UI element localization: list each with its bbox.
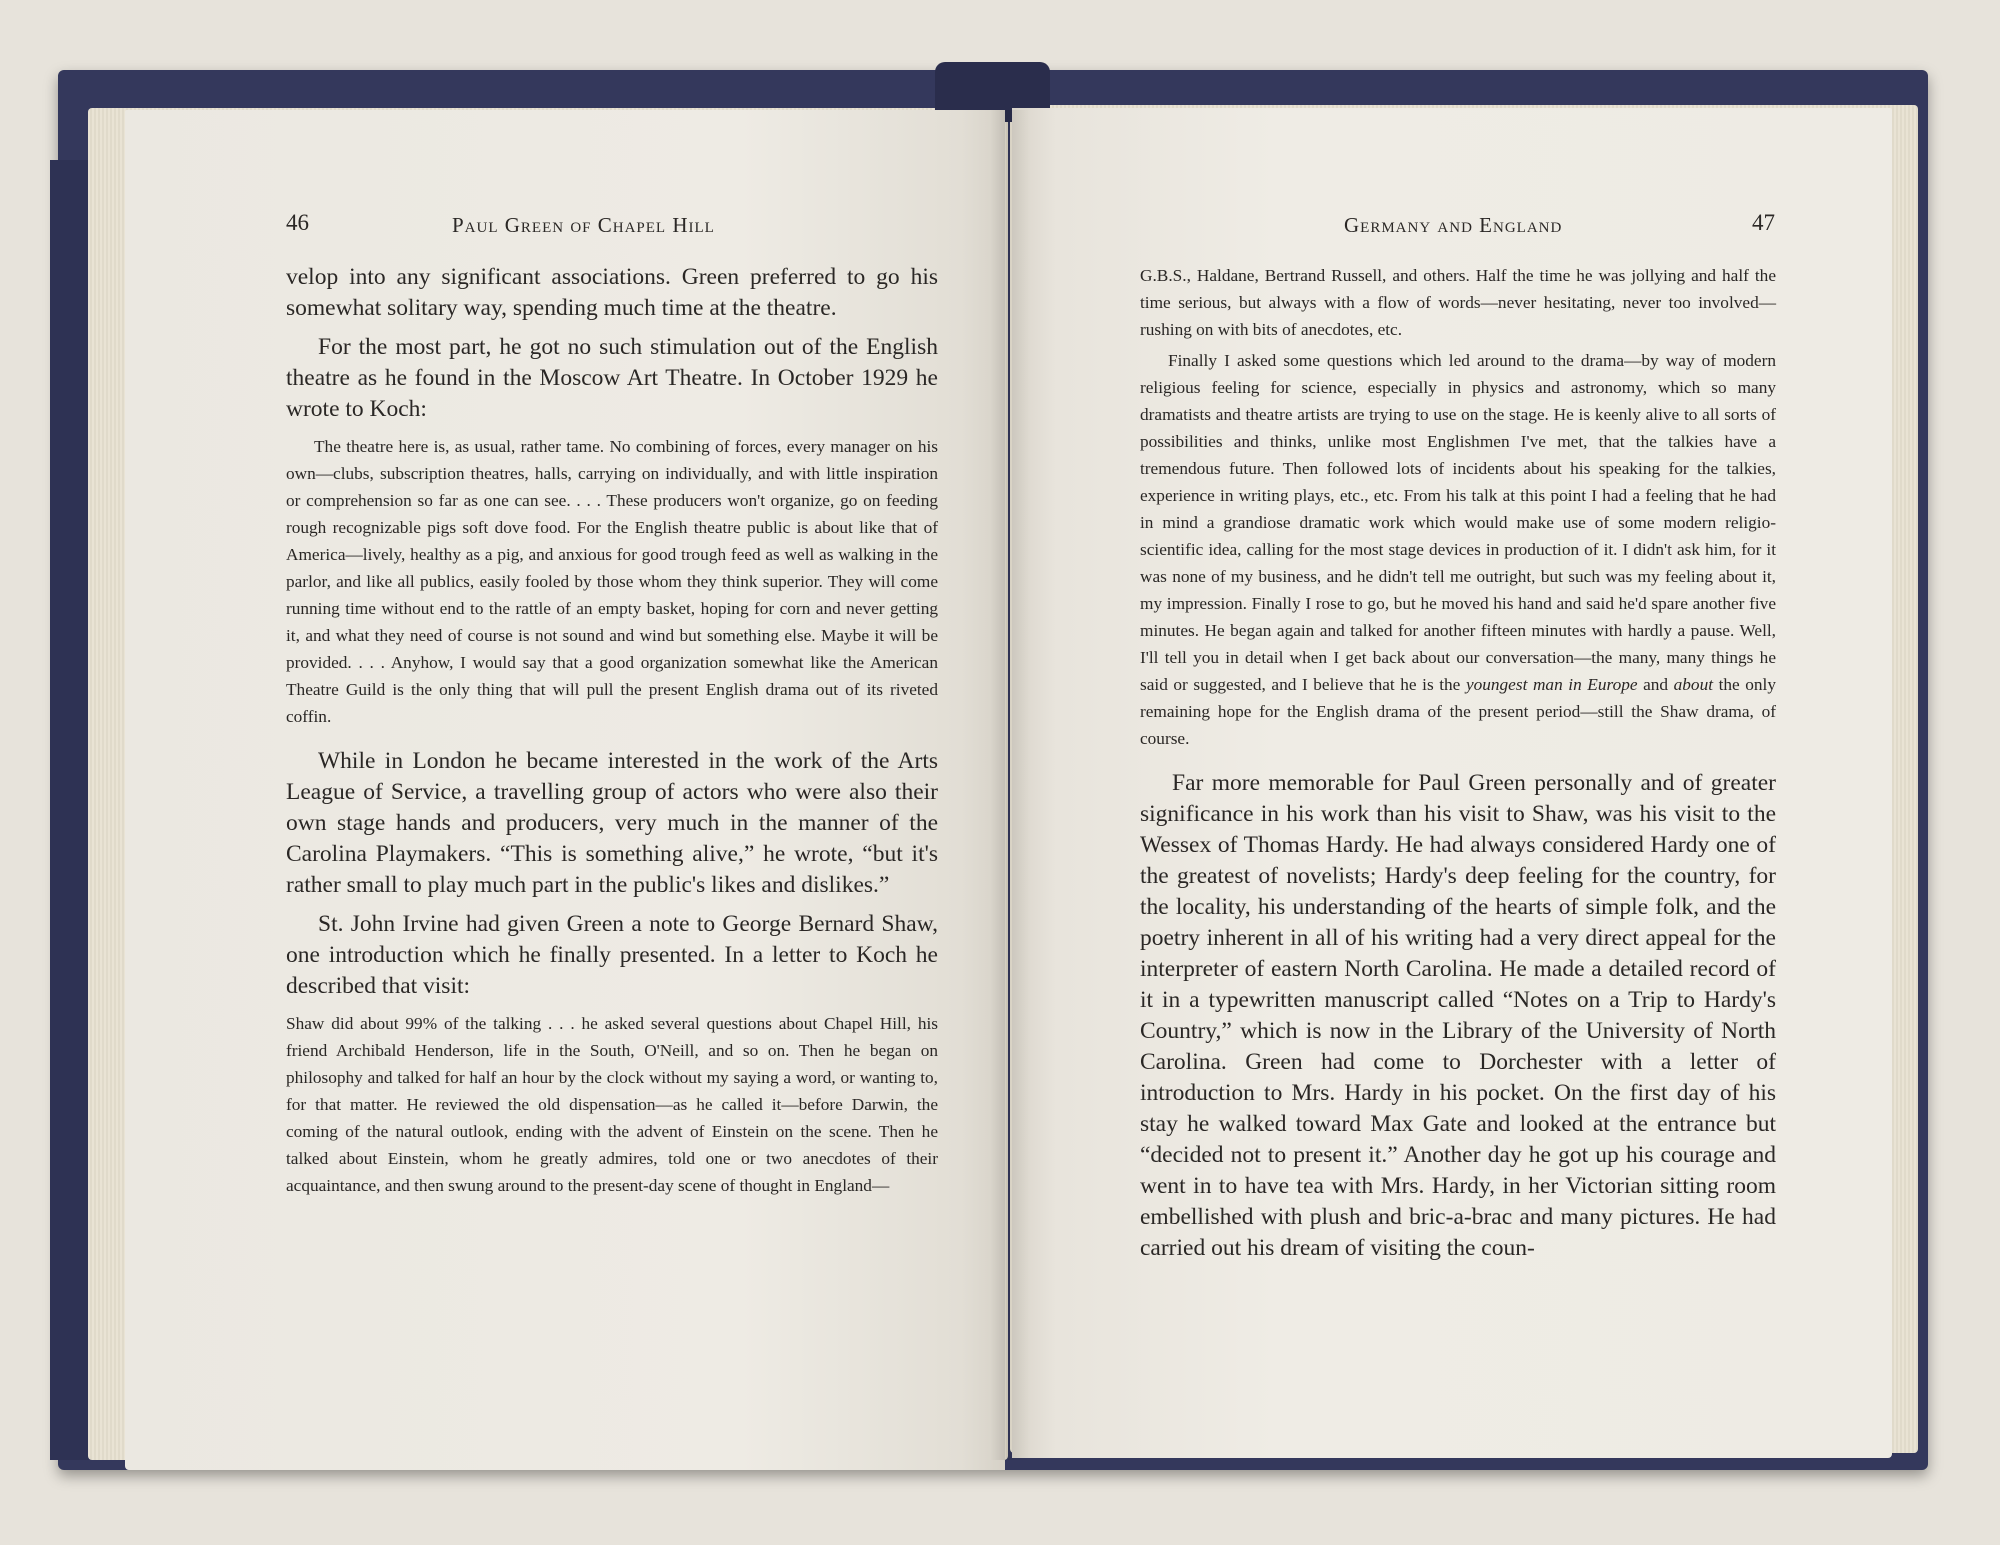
block-quote <box>1140 347 1776 752</box>
left-page-text <box>286 262 938 1199</box>
quote-text: the only remaining hope for the English drama of the present period—still the Shaw drama, of course. <box>1140 675 1777 748</box>
paragraph: For the most part, he got no such stimulation out of the English theatre as he found in the Moscow Art Theatre. In October 1929 he wrote to Koch: <box>286 334 938 422</box>
right-running-head: Germany and England <box>1344 213 1563 237</box>
left-page-number: 46 <box>286 210 309 235</box>
quote-text: and <box>1637 675 1674 694</box>
block-quote: G.B.S., Haldane, Bertrand Russell, and others. Half the time he was jollying and half the time serious, but always with a flow of words—never hesitating, never too involved—rushing on with bits of anecdotes, etc. <box>1140 266 1776 339</box>
gutter-shadow <box>990 110 1030 1460</box>
right-page-number: 47 <box>1752 210 1775 235</box>
paragraph: Far more memorable for Paul Green personally and of greater significance in his work than his visit to Shaw, was his visit to the Wessex of Thomas Hardy. He had always considered Hardy one of the greatest of novelists; Hardy's deep feeling for the country, for the locality, his understanding of the hearts of simple folk, and the poetry inherent in all of his writing had a very direct appeal for the interpreter of eastern North Carolina. He made a detailed record of it in a typewritten manuscript called “Notes on a Trip to Hardy's Country,” which is now in the Library of the University of North Carolina. Green had come to Dorchester with a letter of introduction to Mrs. Hardy in his pocket. On the first day of his stay he walked toward Max Gate and looked at the entrance but “decided not to present it.” Another day he got up his courage and went in to have tea with Mrs. Hardy, in her Victorian sitting room embellished with plush and bric-a-brac and many pictures. He had carried out his dream of visiting the coun- <box>1140 770 1776 1261</box>
block-quote: Shaw did about 99% of the talking . . . he asked several questions about Chapel Hill, his friend Archibald Henderson, life in the South, O'Neill, and so on. Then he began on philosophy and talked for half an hour by the clock without my saying a word, or wanting to, for that matter. He reviewed the old dispensation—as he called it—before Darwin, the coming of the natural outlook, ending with the advent of Einstein on the scene. Then he talked about Einstein, whom he greatly admires, told one or two anecdotes of their acquaintance, and then swung around to the present-day scene of thought in England— <box>286 1014 938 1195</box>
quote-emphasis: about <box>1673 675 1714 694</box>
right-page-text <box>1140 262 1776 1272</box>
quote-text: Finally I asked some questions which led around to the drama—by way of modern religious feeling for science, especially in physics and astronomy, which so many dramatists and theatre artists are trying to use on the stage. He is keenly alive to all sorts of possibilities and thinks, unlike most Englishmen I've met, that the talkies have a tremendous future. Then followed lots of incidents about his speaking for the talkies, experience in writing plays, etc., etc. From his talk at this point I had a feeling that he had in mind a grandiose dramatic work which would make use of some modern religio-scientific idea, calling for the most stage devices in production of it. I didn't ask him, for it was none of my business, and he didn't tell me outright, but such was my feeling about it, my impression. Finally I rose to go, but he moved his hand and said he'd spare another five minutes. He began again and talked for another fifteen minutes with hardly a pause. Well, I'll tell you in detail when I get back about our conversation—the many, many things he said or suggested, and I believe that he is the <box>1140 351 1776 694</box>
paragraph: St. John Irvine had given Green a note to George Bernard Shaw, one introduction which he finally presented. In a letter to Koch he described that visit: <box>286 911 938 999</box>
paragraph: velop into any significant associations. Green preferred to go his somewhat solitary way, spending much time at the theatre. <box>286 264 938 321</box>
paragraph: While in London he became interested in the work of the Arts League of Service, a travelling group of actors who were also their own stage hands and producers, very much in the manner of the Carolina Playmakers. “This is something alive,” he wrote, “but it's rather small to play much part in the public's likes and dislikes.” <box>286 748 938 898</box>
book-cover-edge <box>50 160 90 1460</box>
quote-emphasis: youngest man in Europe <box>1465 675 1638 694</box>
block-quote: The theatre here is, as usual, rather tame. No combining of forces, every manager on his own—clubs, subscription theatres, halls, carrying on individually, and with little inspiration or comprehension so far as one can see. . . . These producers won't organize, go on feeding rough recognizable pigs soft dove food. For the English theatre public is about like that of America—lively, healthy as a pig, and anxious for good trough feed as well as walking in the parlor, and like all publics, easily fooled by those whom they think superior. They will come running time without end to the rattle of an empty basket, hoping for corn and never getting it, and what they need of course is not sound and wind but something else. Maybe it will be provided. . . . Anyhow, I would say that a good organization somewhat like the American Theatre Guild is the only thing that will pull the present English drama out of its riveted coffin. <box>286 437 938 726</box>
left-running-head: Paul Green of Chapel Hill <box>452 213 715 237</box>
